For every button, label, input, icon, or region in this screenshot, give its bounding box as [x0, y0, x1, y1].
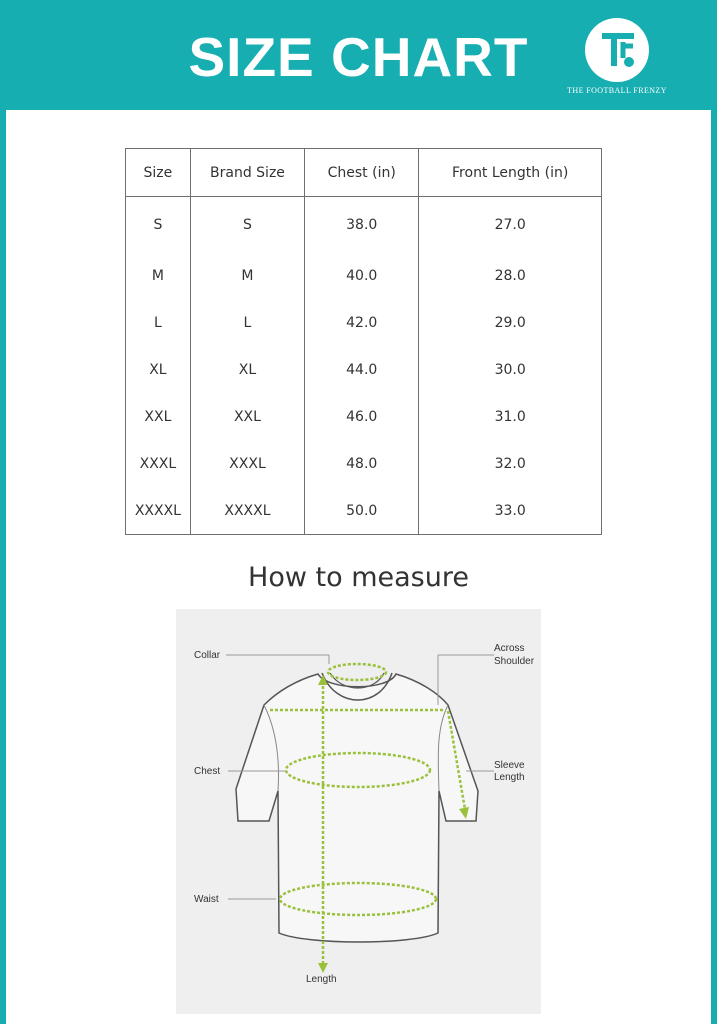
column-header-chest: Chest (in) — [305, 149, 419, 197]
table-row — [126, 346, 602, 393]
cell-size: S — [126, 197, 191, 253]
t-shirt-illustration — [176, 609, 541, 1014]
cell-size: M — [126, 252, 191, 299]
label-chest: Chest — [194, 766, 221, 777]
label-across-shoulder-line2: Shoulder — [494, 656, 535, 667]
cell-size: XXXXL — [126, 487, 191, 535]
cell-chest: 48.0 — [305, 440, 419, 487]
cell-brand-size: M — [190, 252, 304, 299]
cell-brand-size: XXXXL — [190, 487, 304, 535]
page-title: SIZE CHART — [188, 26, 529, 88]
table-row — [126, 440, 602, 487]
column-header-front-length: Front Length (in) — [419, 149, 602, 197]
content-panel — [6, 110, 711, 1024]
label-across-shoulder-line1: Across — [494, 643, 525, 654]
label-collar: Collar — [194, 650, 221, 661]
cell-chest: 44.0 — [305, 346, 419, 393]
cell-front-length: 31.0 — [419, 393, 602, 440]
cell-chest: 46.0 — [305, 393, 419, 440]
label-sleeve-line1: Sleeve — [494, 760, 525, 771]
cell-chest: 38.0 — [305, 197, 419, 253]
cell-front-length: 30.0 — [419, 346, 602, 393]
label-sleeve-line2: Length — [494, 772, 525, 783]
cell-brand-size: XL — [190, 346, 304, 393]
cell-front-length: 33.0 — [419, 487, 602, 535]
logo-caption: THE FOOTBALL FRENZY — [567, 86, 667, 95]
cell-brand-size: L — [190, 299, 304, 346]
table-row — [126, 487, 602, 535]
how-to-measure-heading: How to measure — [248, 562, 469, 593]
cell-size: XXL — [126, 393, 191, 440]
cell-size: XL — [126, 346, 191, 393]
cell-brand-size: XXL — [190, 393, 304, 440]
cell-brand-size: XXXL — [190, 440, 304, 487]
header-banner — [0, 0, 717, 110]
label-length: Length — [306, 974, 337, 985]
football-frenzy-logo-icon — [585, 18, 649, 82]
cell-front-length: 27.0 — [419, 197, 602, 253]
cell-size: L — [126, 299, 191, 346]
measurement-diagram — [176, 609, 541, 1014]
cell-brand-size: S — [190, 197, 304, 253]
table-header-row — [126, 149, 602, 197]
cell-chest: 42.0 — [305, 299, 419, 346]
column-header-size: Size — [126, 149, 191, 197]
cell-front-length: 29.0 — [419, 299, 602, 346]
size-table — [125, 148, 602, 535]
table-row — [126, 252, 602, 299]
cell-size: XXXL — [126, 440, 191, 487]
cell-front-length: 28.0 — [419, 252, 602, 299]
table-row — [126, 197, 602, 253]
table-row — [126, 299, 602, 346]
label-waist: Waist — [194, 894, 219, 905]
cell-front-length: 32.0 — [419, 440, 602, 487]
cell-chest: 40.0 — [305, 252, 419, 299]
column-header-brand-size: Brand Size — [190, 149, 304, 197]
table-row — [126, 393, 602, 440]
cell-chest: 50.0 — [305, 487, 419, 535]
